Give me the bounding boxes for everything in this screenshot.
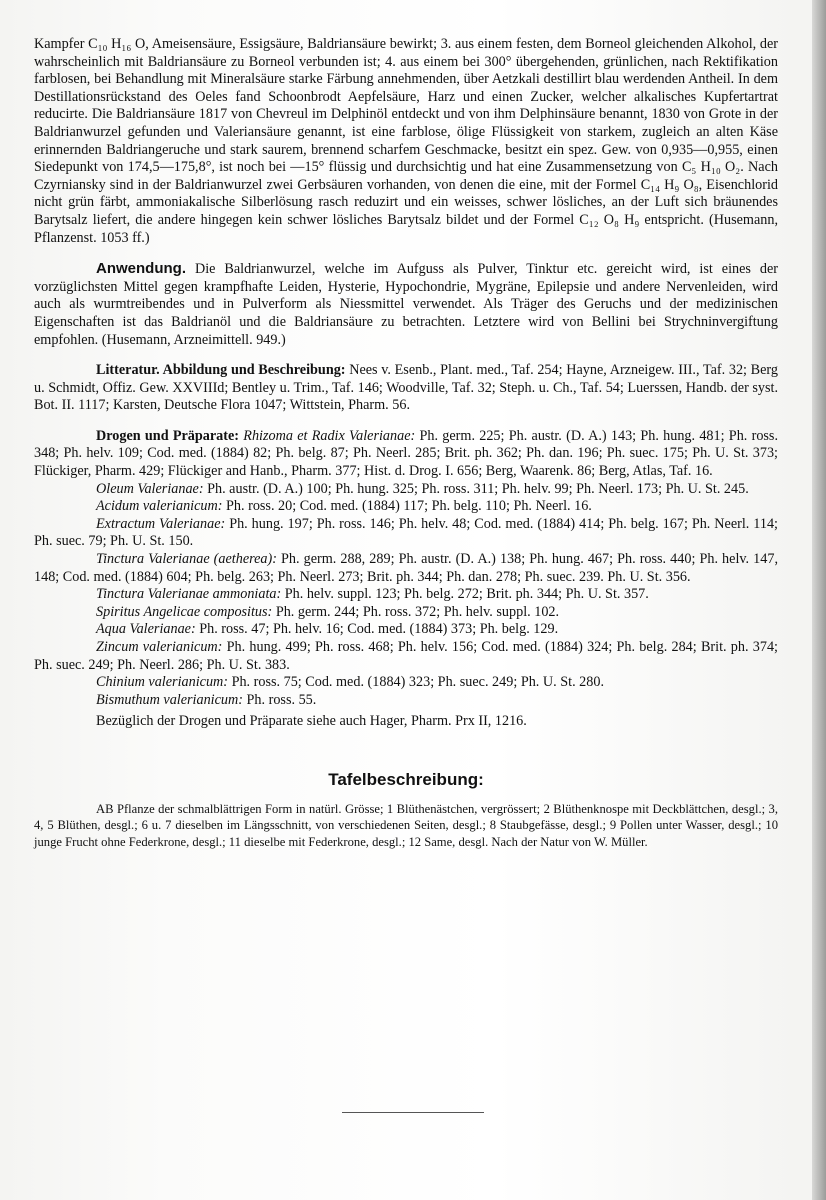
closing-rule [342,1112,484,1113]
drogen-entry-text: Ph. germ. 288, 289; Ph. austr. (D. A.) 138; Ph. hung. 467; Ph. ross. 440; Ph. helv. 147, 148; Cod. med. (1884) 604; Ph. belg. 263; Ph. Neerl. 273; Brit. ph. 344; Ph. dan. 278; Ph. suec. 239. Ph. U. St. 356. [34,551,778,585]
drogen-entry [34,621,778,639]
hager-reference: Bezüglich der Drogen und Präparate siehe auch Hager, Pharm. Prx II, 1216. [96,713,527,730]
litteratur-heading: Litteratur. Abbildung und Beschreibung: [96,362,346,379]
drogen-entry-text: Ph. germ. 225; Ph. austr. (D. A.) 143; Ph. hung. 481; Ph. ross. 348; Ph. helv. 109; Cod. med. (1884) 82; Ph. belg. 87; Ph. Neerl. 285; Brit. ph. 362; Ph. dan. 196; Ph. suec. 175; Ph. U. St. 373; Flückiger, Pharm. 429; Flückiger and Hanb., Pharm. 377; Hist. d. Drog. I. 656; Berg, Waarenk. 86; Berg, Atlas, Taf. 16. [34,427,778,480]
anwendung-heading: Anwendung. [96,260,186,278]
drogen-entry-name: Aqua Valerianae: [96,621,196,638]
drogen-entry [34,604,778,622]
drogen-entry-name: Bismuthum valerianicum: [96,691,243,708]
chemistry-paragraph: Kampfer C₁₀ H₁₆ O, Ameisensäure, Essigsäure, Baldriansäure bewirkt; 3. aus einem festen, dem Borneol gleichenden Alkohol, der wahrscheinlich mit Baldriansäure zu Borneol verbunden ist; 4. aus einem bei 300° übergehenden, grünlichen, nach Rektifikation farblosen, bei Behandlung mit Mineralsäure starke Färbung annehmenden, über Aetzkali destillirt blau werdenden Antheil. In dem Destillationsrückstand des Oeles fand Schoonbrodt Aepfelsäure, Harz und einen Zucker, welcher alkalisches Kupfertartrat reducirte. Die Baldriansäure 1817 von Chevreul im Delphinöl entdeckt und von ihm Delphinsäure benannt, 1830 von Grote in der Baldrianwurzel gefunden und Valeriansäure genannt, ist eine farblose, ölige Flüssigkeit von starkem, zugleich an alten Käse erinnernden Baldriangeruche und stark saurem, brennend scharfem Geschmacke, besitzt ein spez. Gew. von 0,935—0,955, einen Siedepunkt von 174,5—175,8°, ist noch bei —15° flüssig und durchsichtig und hat eine Zusammensetzung von C₅ H₁₀ O₂. Nach Czyrniansky sind in der Baldrianwurzel zwei Gerbsäuren vorhanden, von denen die eine, mit der Formel C₁₄ H₉ O₈, Eisenchlorid nicht grün färbt, ammoniakalische Silberlösung rasch reduzirt und ein weisses, schwer lösliches, an der Luft sich bräunendes Barytsalz liefert, die andere hingegen kein schwer lösliches Barytsalz bildet und der Formel C₁₂ O₈ H₉ entspricht. (Husemann, Pflanzenst. 1053 ff.) [34,36,778,246]
litteratur-text: Nees v. Esenb., Plant. med., Taf. 254; Hayne, Arzneigew. III., Taf. 32; Berg u. Schmidt, Offiz. Gew. XXVIIId; Bentley u. Trim., Taf. 146; Woodville, Taf. 32; Steph. u. Ch., Taf. 54; Luerssen, Handb. der syst. Bot. II. 1117; Karsten, Deutsche Flora 1047; Wittstein, Pharm. 56. [34,362,778,414]
drogen-entry-name: Rhizoma et Radix Valerianae: [239,427,416,444]
drogen-entry-text: Ph. ross. 55. [242,691,317,708]
drogen-entry-name: Extractum Valerianae: [96,515,226,532]
drogen-entry-name: Acidum valerianicum: [96,498,223,515]
drogen-entry [34,586,778,604]
drogen-first-entry [34,428,778,481]
drogen-entry-text: Ph. ross. 47; Ph. helv. 16; Cod. med. (1884) 373; Ph. belg. 129. [195,621,559,638]
drogen-heading: Drogen und Präparate: [96,427,240,444]
drogen-entry-text: Ph. ross. 20; Cod. med. (1884) 117; Ph. belg. 110; Ph. Neerl. 16. [222,498,592,515]
drogen-entry-name: Tinctura Valerianae ammoniata: [96,586,282,603]
anwendung-paragraph [34,260,778,349]
drogen-entry [34,481,778,499]
drogen-entry-name: Spiritus Angelicae compositus: [96,603,273,620]
text-column [34,36,778,850]
drogen-entry-name: Oleum Valerianae: [96,480,204,497]
drogen-entry-text: Ph. hung. 499; Ph. ross. 468; Ph. helv. 156; Cod. med. (1884) 324; Ph. belg. 284; Brit. ph. 374; Ph. suec. 249; Ph. Neerl. 286; Ph. U. St. 383. [34,639,778,673]
drogen-entry [34,516,778,551]
drogen-entry [34,498,778,516]
drogen-entry-text: Ph. helv. suppl. 123; Ph. belg. 272; Brit. ph. 344; Ph. U. St. 357. [281,586,649,603]
drogen-entry-name: Tinctura Valerianae (aetherea): [96,551,277,568]
page-edge-shadow [812,0,826,1200]
drogen-entry-text: Ph. ross. 75; Cod. med. (1884) 323; Ph. suec. 249; Ph. U. St. 280. [228,674,604,691]
drogen-entry [34,692,778,710]
drogen-entry [34,674,778,692]
drogen-entry-text: Ph. germ. 244; Ph. ross. 372; Ph. helv. suppl. 102. [272,603,560,620]
drogen-entry-text: Ph. hung. 197; Ph. ross. 146; Ph. helv. 48; Cod. med. (1884) 414; Ph. belg. 167; Ph. Neerl. 114; Ph. suec. 79; Ph. U. St. 150. [34,515,778,550]
drogen-entry-text: Ph. austr. (D. A.) 100; Ph. hung. 325; Ph. ross. 311; Ph. helv. 99; Ph. Neerl. 173; Ph. U. St. 245. [203,480,749,497]
drogen-entry [34,551,778,586]
drogen-entry-name: Chinium valerianicum: [96,674,229,691]
anwendung-text: Die Baldrianwurzel, welche im Aufguss als Pulver, Tinktur etc. gereicht wird, ist eines der vorzüglichsten Mittel gegen krampfhafte Leiden, Hysterie, Hypochondrie, Mygräne, Epilepsie und andere Nervenleiden, wird auch als wurmtreibendes und in Pulverform als Niessmittel verwendet. Als Träger des Geruchs und der medizinischen Eigenschaften ist das Baldrianöl und die Baldriansäure zu betrachten. Letztere wird von Bellini bei Strychninvergiftung empfohlen. (Husemann, Arzneimittell. 949.) [34,261,778,348]
drogen-entry-name: Zincum valerianicum: [96,639,223,655]
litteratur-paragraph [34,362,778,415]
tafel-heading: Tafelbeschreibung: [328,769,484,789]
tafel-description: AB Pflanze der schmalblättrigen Form in natürl. Grösse; 1 Blüthenästchen, vergrössert; 2 Blüthenknospe mit Deckblättchen, desgl.; 3, 4, 5 Blüthen, desgl.; 6 u. 7 dieselben im Längsschnitt, von verschiedenen Seiten, desgl.; 8 Staubgefässe, desgl.; 9 Pollen unter Wasser, desgl.; 10 junge Frucht ohne Federkrone, desgl.; 11 dieselbe mit Federkrone, desgl.; 12 Same, desgl. Nach der Natur von W. Müller. [34,801,778,849]
drogen-entry [34,639,778,674]
